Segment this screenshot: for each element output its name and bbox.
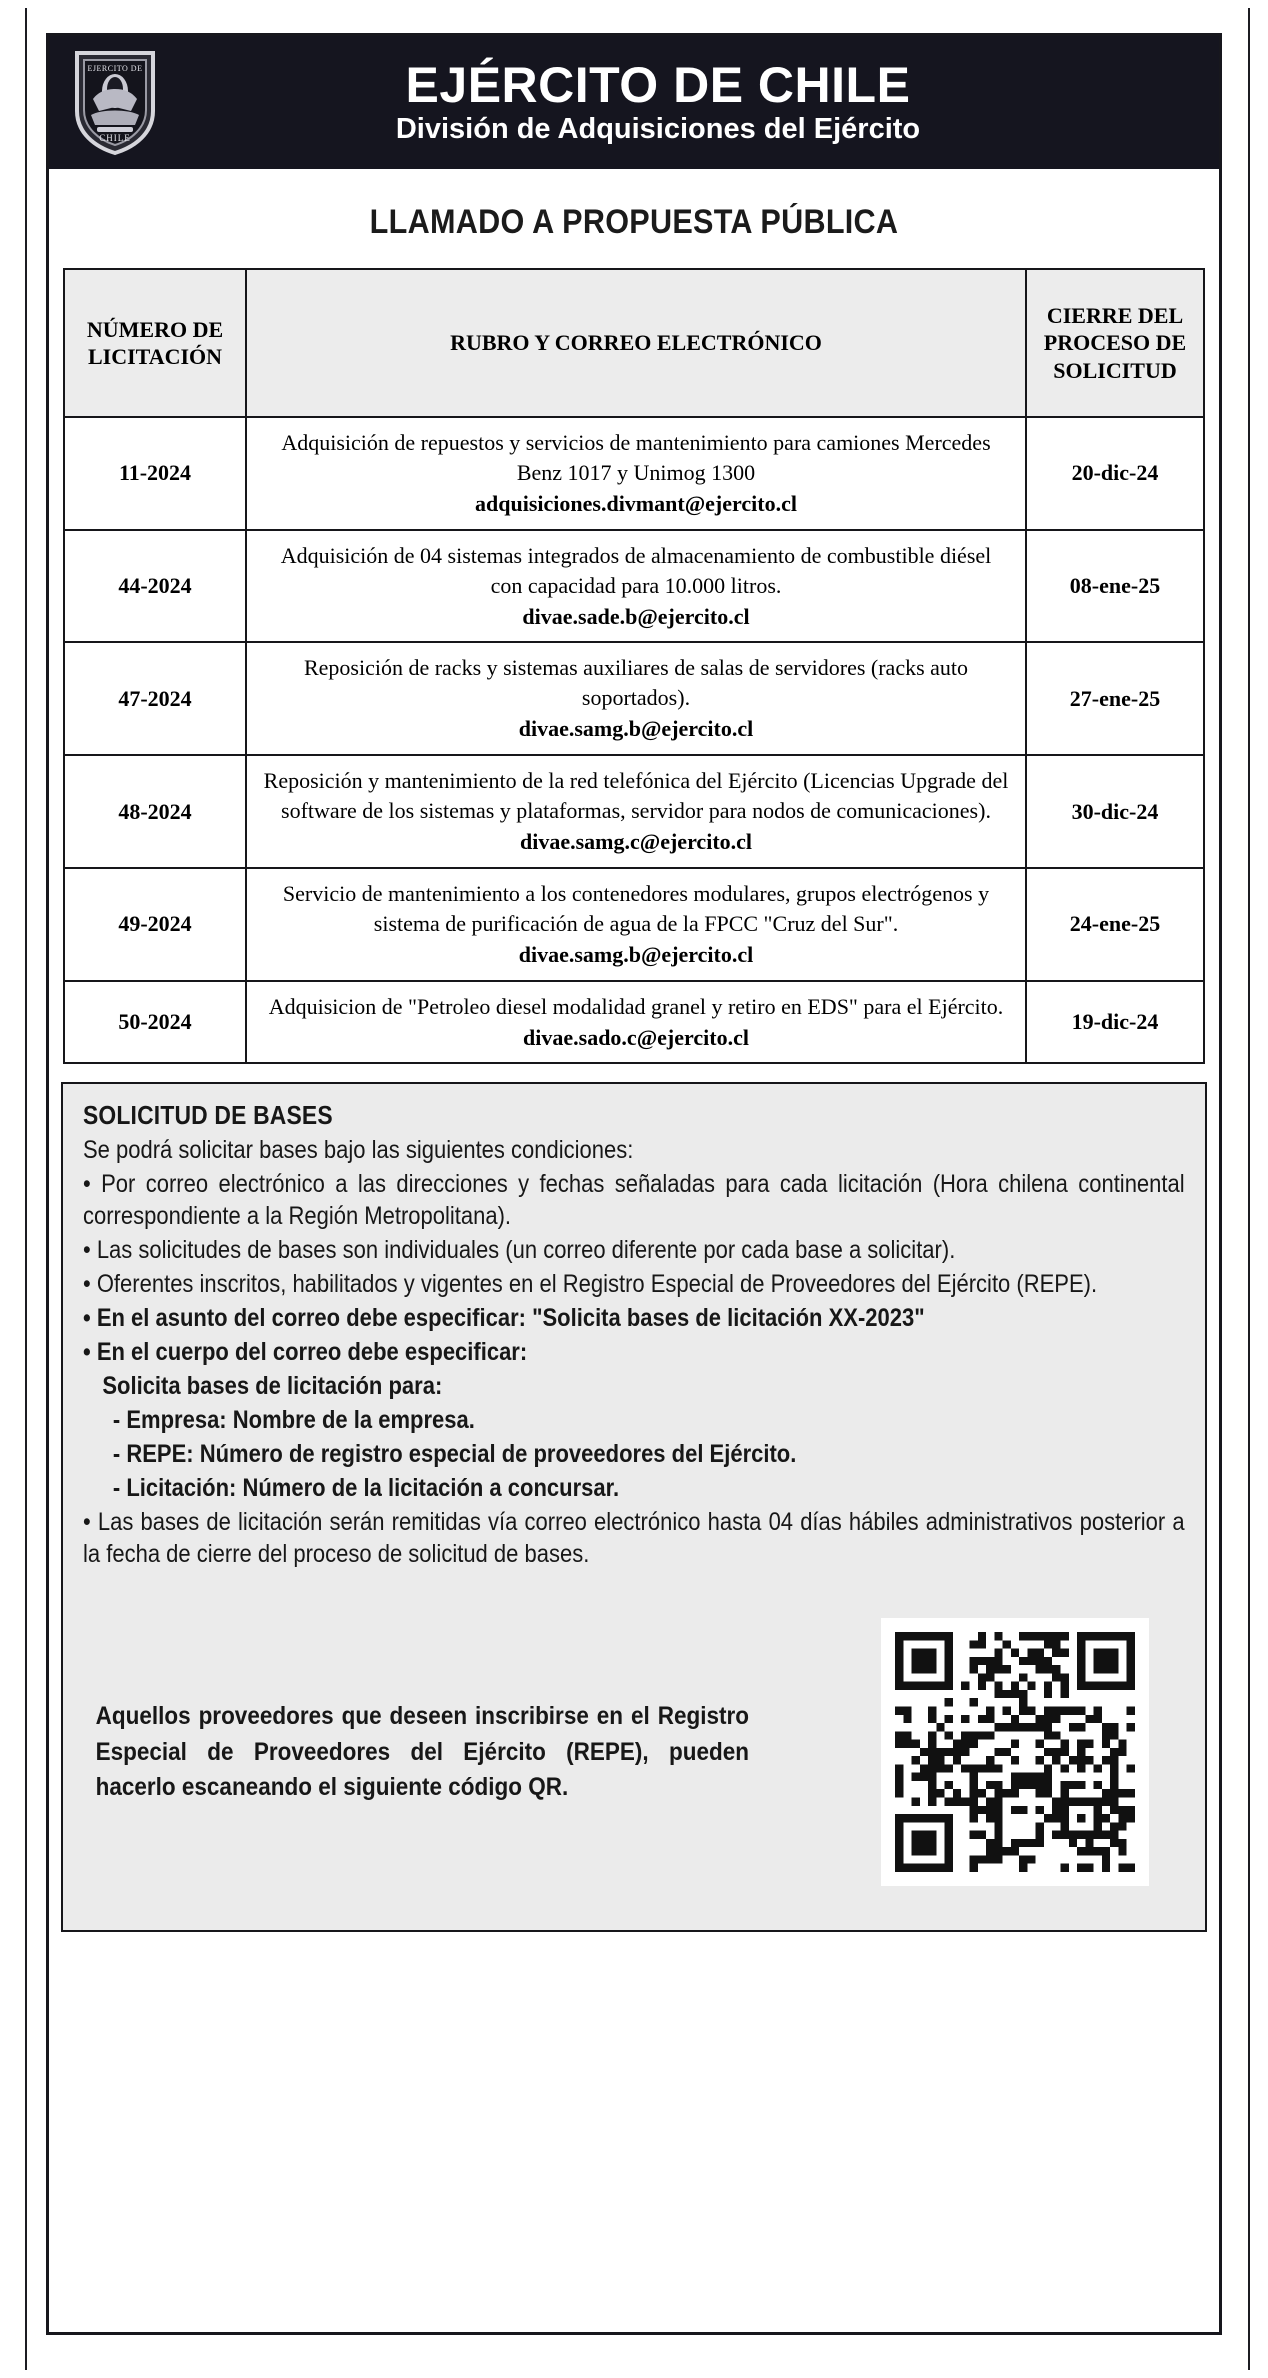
cell-numero-licitacion: 49-2024 — [64, 868, 246, 981]
cell-cierre: 19-dic-24 — [1026, 981, 1204, 1064]
rubro-email[interactable]: divae.samg.b@ejercito.cl — [518, 941, 754, 967]
tender-table-container — [49, 268, 1219, 1064]
bases-bullet-1: • Por correo electrónico a las direcciones y fechas señaladas para cada licitación (Hora chilena continental correspondiente a la Región Metropolitana). — [83, 1168, 1185, 1232]
table-row — [64, 868, 1204, 981]
cell-rubro — [246, 642, 1026, 755]
cell-rubro — [246, 417, 1026, 530]
bases-sub-4: - Licitación: Número de la licitación a concursar. — [112, 1474, 620, 1503]
chilean-army-crest-icon — [69, 49, 161, 157]
table-header — [64, 269, 1204, 417]
cell-cierre: 24-ene-25 — [1026, 868, 1204, 981]
advertisement-frame — [46, 33, 1222, 2335]
bases-bullet-4: • En el asunto del correo debe especificar: "Solicita bases de licitación XX-2023" — [83, 1302, 1185, 1334]
rubro-description: Reposición y mantenimiento de la red telefónica del Ejército (Licencias Upgrade del software de los sistemas y plataformas, servidor para nodos de comunicaciones). — [263, 768, 1009, 824]
cell-numero-licitacion: 50-2024 — [64, 981, 246, 1064]
bases-sub-2: - Empresa: Nombre de la empresa. — [112, 1406, 475, 1435]
rubro-description: Reposición de racks y sistemas auxiliares de salas de servidores (racks auto soportados). — [303, 655, 969, 711]
table-row — [64, 417, 1204, 530]
cell-rubro — [246, 981, 1026, 1064]
table-body — [64, 417, 1204, 1063]
bases-intro-text: Se podrá solicitar bases bajo las siguientes condiciones: — [83, 1136, 634, 1165]
rubro-description: Adquisicion de "Petroleo diesel modalidad granel y retiro en EDS" para el Ejército. — [268, 993, 1004, 1019]
cell-cierre: 08-ene-25 — [1026, 530, 1204, 643]
cell-rubro — [246, 868, 1026, 981]
masthead-text — [161, 59, 1219, 145]
page-title: LLAMADO A PROPUESTA PÚBLICA — [369, 203, 899, 241]
solicitud-de-bases-panel — [61, 1082, 1207, 1932]
column-header-numero: NÚMERO DE LICITACIÓN — [64, 269, 246, 417]
rubro-email[interactable]: divae.samg.b@ejercito.cl — [518, 716, 754, 742]
table-row — [64, 530, 1204, 643]
cell-numero-licitacion: 47-2024 — [64, 642, 246, 755]
rubro-description: Servicio de mantenimiento a los contenedores modulares, grupos electrógenos y sistema de purificación de agua de la FPCC "Cruz del Sur". — [282, 880, 990, 936]
cell-numero-licitacion: 11-2024 — [64, 417, 246, 530]
bases-bullet-2: • Las solicitudes de bases son individuales (un correo diferente por cada base a solicitar). — [83, 1234, 1185, 1266]
cell-cierre: 30-dic-24 — [1026, 755, 1204, 868]
qr-code-icon[interactable] — [881, 1618, 1149, 1886]
table-row — [64, 755, 1204, 868]
table-header-row — [64, 269, 1204, 417]
cell-rubro — [246, 530, 1026, 643]
tender-table — [63, 268, 1205, 1064]
qr-caption: Aquellos proveedores que deseen inscribirse en el Registro Especial de Proveedores del Ejército (REPE), pueden hacerlo escaneando el siguiente código QR. — [95, 1702, 750, 1802]
rubro-description: Adquisición de 04 sistemas integrados de almacenamiento de combustible diésel con capacidad para 10.000 litros. — [280, 542, 992, 598]
rubro-email[interactable]: divae.samg.c@ejercito.cl — [519, 828, 753, 854]
organization-title: EJÉRCITO DE CHILE — [405, 57, 911, 114]
svg-text:EJERCITO DE: EJERCITO DE — [87, 63, 143, 73]
rubro-email[interactable]: divae.sado.c@ejercito.cl — [523, 1024, 749, 1050]
cell-cierre: 27-ene-25 — [1026, 642, 1204, 755]
cell-numero-licitacion: 44-2024 — [64, 530, 246, 643]
cell-numero-licitacion: 48-2024 — [64, 755, 246, 868]
bases-sub-3: - REPE: Número de registro especial de proveedores del Ejército. — [112, 1440, 797, 1469]
rubro-description: Adquisición de repuestos y servicios de mantenimiento para camiones Mercedes Benz 1017 y Unimog 1300 — [281, 430, 991, 485]
cell-cierre: 20-dic-24 — [1026, 417, 1204, 530]
rubro-email[interactable]: adquisiciones.divmant@ejercito.cl — [475, 490, 797, 516]
masthead — [49, 36, 1219, 169]
rubro-email[interactable]: divae.sade.b@ejercito.cl — [522, 603, 750, 629]
svg-text:CHILE: CHILE — [99, 132, 131, 143]
column-header-cierre: CIERRE DEL PROCESO DE SOLICITUD — [1026, 269, 1204, 417]
qr-section — [83, 1618, 1185, 1912]
bases-bullet-6: • Las bases de licitación serán remitidas vía correo electrónico hasta 04 días hábiles administrativos posterior a la fecha de cierre del proceso de solicitud de bases. — [83, 1506, 1185, 1570]
qr-code-image — [895, 1632, 1135, 1872]
organization-subtitle: División de Adquisiciones del Ejército — [395, 113, 921, 146]
bases-sub-1: Solicita bases de licitación para: — [102, 1372, 443, 1401]
table-row — [64, 981, 1204, 1064]
column-header-rubro: RUBRO Y CORREO ELECTRÓNICO — [246, 269, 1026, 417]
table-row — [64, 642, 1204, 755]
cell-rubro — [246, 755, 1026, 868]
bases-bullet-5: • En el cuerpo del correo debe especificar: — [83, 1336, 1185, 1368]
section-title-solicitud-de-bases: SOLICITUD DE BASES — [83, 1100, 333, 1131]
bases-bullet-3: • Oferentes inscritos, habilitados y vigentes en el Registro Especial de Proveedores del Ejército (REPE). — [83, 1268, 1185, 1300]
